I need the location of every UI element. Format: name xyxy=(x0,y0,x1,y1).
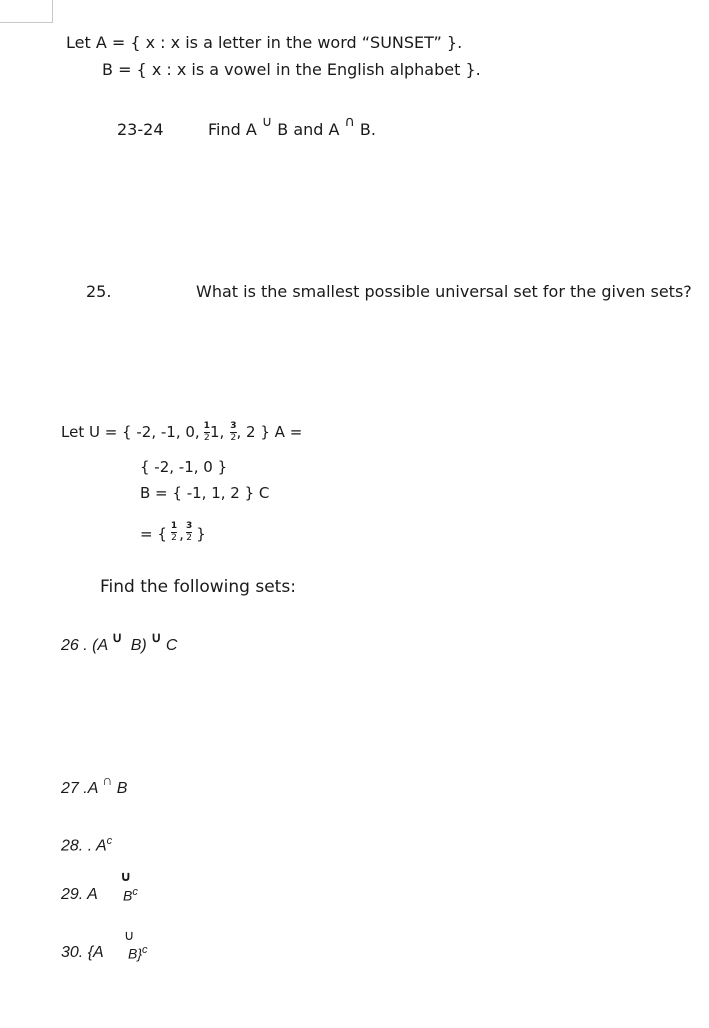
q26-label: 26 . (A xyxy=(61,637,108,654)
complement-superscript: c xyxy=(132,886,138,898)
q30-b-complement xyxy=(128,944,148,962)
u-suffix: , 2 } A = xyxy=(236,423,303,441)
universal-set-line xyxy=(61,409,302,455)
q29-label: 29. A xyxy=(61,886,98,903)
page-corner-mark xyxy=(0,0,53,23)
q28-label: 28. . A xyxy=(61,837,107,855)
fraction-numerator: 3 xyxy=(230,420,237,431)
fraction-denominator: 2 xyxy=(186,533,192,543)
u-prefix: Let U = { -2, -1, 0, xyxy=(61,423,200,441)
union-symbol: ∪ xyxy=(120,869,132,885)
q30-end: B} xyxy=(128,945,143,962)
union-symbol: ∪ xyxy=(261,114,273,130)
set-b-values: B = { -1, 1, 2 } C xyxy=(140,484,270,502)
q23-b-end-label: B. xyxy=(359,120,376,139)
union-symbol: ∪ xyxy=(151,629,162,645)
question-25-text: What is the smallest possible universal set for the given sets? xyxy=(196,282,692,301)
set-c-line: = { $\frac{1}{2}$ , $\frac{3}{2}$ } xyxy=(140,521,206,543)
complement-superscript: c xyxy=(142,944,148,956)
set-b-definition: B = { x : x is a vowel in the English alphabet }. xyxy=(102,60,481,79)
question-23-24-number: 23-24 xyxy=(117,120,164,139)
set-a-definition: Let A = { x : x is a letter in the word “SUNSET” }. xyxy=(66,33,463,52)
question-23-24-text xyxy=(208,114,376,139)
set-a-values: { -2, -1, 0 } xyxy=(140,458,228,476)
intersection-symbol: ∩ xyxy=(344,114,355,130)
question-30 xyxy=(61,944,104,962)
q26-mid: B) xyxy=(130,637,147,654)
instructions-heading: Find the following sets: xyxy=(100,577,296,597)
q23-b-and-a-label: B and A xyxy=(277,120,340,139)
question-29 xyxy=(61,886,98,904)
question-28 xyxy=(61,835,112,855)
q26-end: C xyxy=(165,637,178,654)
fraction-numerator: 3 xyxy=(185,521,193,531)
intersection-symbol: ∩ xyxy=(102,772,113,788)
question-26 xyxy=(61,629,178,655)
fraction-denominator: 2 xyxy=(230,432,237,443)
q30-label: 30. {A xyxy=(61,944,104,961)
fraction-numerator: 1 xyxy=(203,420,210,431)
u-mid: 1, xyxy=(209,423,225,441)
fraction-denominator: 2 xyxy=(171,533,177,543)
q27-label: 27 .A xyxy=(61,780,98,797)
union-symbol: ∪ xyxy=(124,928,135,944)
c-prefix: = { xyxy=(140,525,167,543)
q27-end: B xyxy=(116,780,128,797)
q23-find-label: Find A xyxy=(208,120,257,139)
fraction-numerator: 1 xyxy=(170,521,178,531)
question-25-number: 25. xyxy=(86,282,112,301)
q29-end: B xyxy=(123,887,133,904)
fraction-denominator: 2 xyxy=(203,432,210,443)
fraction-three-halves xyxy=(186,522,192,543)
q29-b-complement xyxy=(123,886,138,904)
union-symbol: ∪ xyxy=(112,629,123,645)
question-27 xyxy=(61,772,128,798)
complement-superscript: c xyxy=(106,835,113,847)
c-suffix: } xyxy=(196,525,206,543)
